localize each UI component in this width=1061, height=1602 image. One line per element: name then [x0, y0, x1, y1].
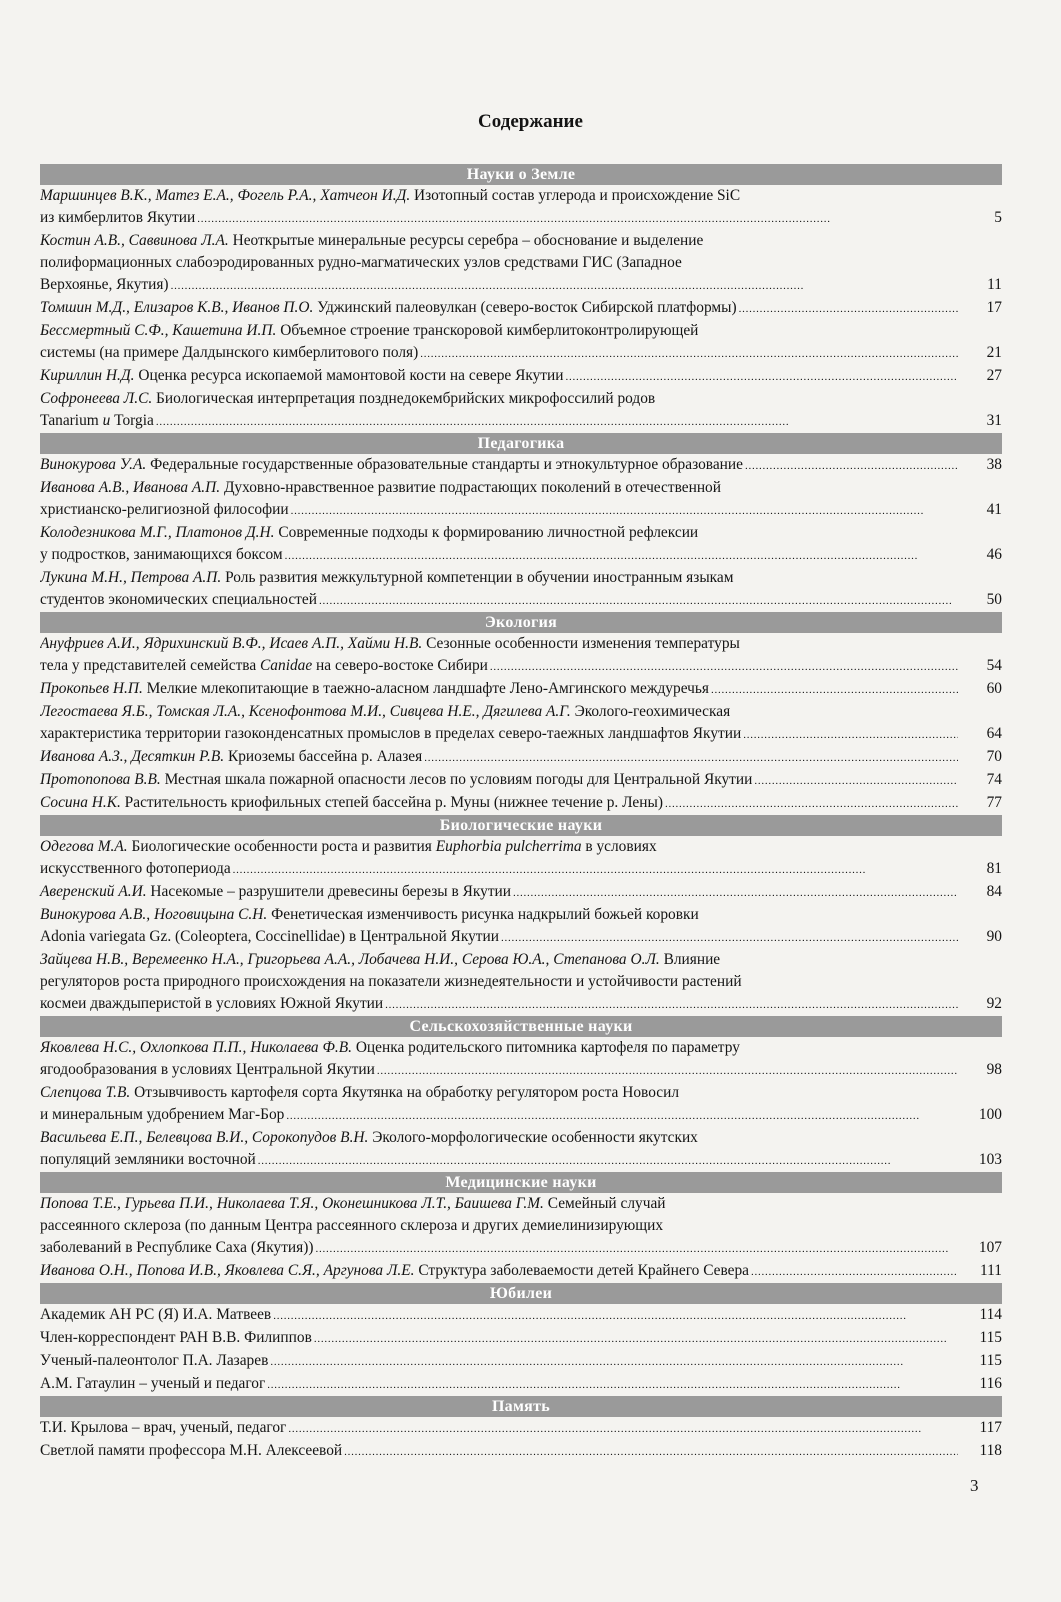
- toc-entry: [40, 522, 1002, 567]
- entry-title-line: Фенетическая изменчивость рисунка надкрылий божьей коровки: [271, 906, 699, 923]
- entry-title-line: Adonia variegata Gz. (Coleoptera, Coccinellidae) в Центральной Якутии: [40, 928, 499, 945]
- entry-title-line: из кимберлитов Якутии: [40, 209, 196, 226]
- toc-entry: [40, 633, 1002, 678]
- entry-authors: Бессмертный С.Ф., Кашетина И.П.: [40, 322, 277, 339]
- toc-entry: [40, 297, 1002, 320]
- toc-entry: [40, 701, 1002, 746]
- dot-leader: [197, 207, 958, 230]
- entry-title-line: регуляторов роста природного происхождения на показатели жизнедеятельности и устойчивости растений: [40, 973, 742, 990]
- dot-leader: [745, 454, 958, 477]
- entry-last-line: [40, 792, 1002, 815]
- dot-leader: [291, 499, 958, 522]
- entry-last-line: [40, 769, 1002, 792]
- entry-title-line: Структура заболеваемости детей Крайнего Севера: [418, 1262, 750, 1279]
- page-title: Содержание: [478, 111, 583, 132]
- dot-leader: [344, 1440, 958, 1463]
- entry-title-line: Растительность криофильных степей бассейна р. Муны (нижнее течение р. Лены): [124, 794, 663, 811]
- entry-last-line: [40, 410, 1002, 433]
- section-heading: Память: [40, 1396, 1002, 1417]
- entry-authors: Иванова О.Н., Попова И.В., Яковлева С.Я., Аргунова Л.Е.: [40, 1262, 415, 1279]
- entry-last-line: [40, 678, 1002, 701]
- entry-line: [40, 230, 1002, 252]
- entry-line: [40, 1082, 1002, 1104]
- entry-line: [40, 1037, 1002, 1059]
- entry-text: [40, 589, 317, 611]
- entry-authors: Томшин М.Д., Елизаров К.В., Иванов П.О.: [40, 299, 314, 316]
- entry-title-line: Т.И. Крылова – врач, ученый, педагог: [40, 1419, 287, 1436]
- entry-page: 77: [986, 794, 1002, 811]
- dot-leader: [743, 723, 958, 746]
- entry-line: [40, 836, 1002, 858]
- entry-authors: Иванова А.З., Десяткин Р.В.: [40, 748, 225, 765]
- dot-leader: [754, 769, 958, 792]
- table-of-contents: [40, 164, 1002, 1463]
- entry-line: [40, 949, 1002, 971]
- entry-page: 100: [978, 1106, 1002, 1123]
- entry-text: [40, 365, 564, 387]
- entry-page: 38: [986, 456, 1002, 473]
- dot-leader: [711, 678, 958, 701]
- entry-last-line: [40, 1350, 1002, 1373]
- entry-title-line: Объемное строение транскоровой кимберлитоконтролирующей: [280, 322, 699, 339]
- entry-page: 117: [979, 1419, 1002, 1436]
- toc-entry: [40, 769, 1002, 792]
- entry-line: [40, 477, 1002, 499]
- entry-last-line: [40, 1104, 1002, 1127]
- entry-authors: Прокопьев Н.П.: [40, 680, 143, 697]
- entry-title-line: христианско-религиозной философии: [40, 501, 289, 518]
- toc-entry: [40, 1082, 1002, 1127]
- entry-authors: Одегова М.А.: [40, 838, 128, 855]
- entry-title-line: Современные подходы к формированию личностной рефлексии: [278, 524, 699, 541]
- entry-title-line: характеристика территории газоконденсатных промыслов в пределах северо-таежных ландшафтов Якутии: [40, 725, 742, 742]
- entry-authors: Маршинцев В.К., Матез Е.А., Фогель Р.А., Хатчеон И.Д.: [40, 187, 411, 204]
- entry-authors: Легостаева Я.Б., Томская Л.А., Ксенофонтова М.И., Сивцева Н.Е., Дягилева А.Г.: [40, 703, 571, 720]
- entry-text: [40, 881, 511, 903]
- entry-last-line: [40, 342, 1002, 365]
- entry-title-line: А.М. Гатаулин – ученый и педагог: [40, 1375, 266, 1392]
- entry-title-line: Отзывчивость картофеля сорта Якутянка на обработку регулятором роста Новосил: [134, 1084, 680, 1101]
- entry-authors: Сосина Н.К.: [40, 794, 121, 811]
- entry-last-line: [40, 499, 1002, 522]
- section-heading: Сельскохозяйственные науки: [40, 1016, 1002, 1037]
- entry-last-line: [40, 1373, 1002, 1396]
- section-heading: Медицинские науки: [40, 1172, 1002, 1193]
- entry-title-line: Светлой памяти профессора М.Н. Алексеевой: [40, 1442, 343, 1459]
- entry-line: [40, 388, 1002, 410]
- entry-text: [40, 274, 169, 296]
- entry-last-line: [40, 1304, 1002, 1327]
- dot-leader: [233, 858, 958, 881]
- entry-page: 115: [979, 1352, 1002, 1369]
- toc-entry: [40, 792, 1002, 815]
- entry-title-line: Местная шкала пожарной опасности лесов по условиям погоды для Центральной Якутии: [164, 771, 753, 788]
- entry-text: [40, 410, 154, 432]
- entry-title-line: ягодообразования в условиях Центральной Якутии: [40, 1061, 375, 1078]
- entry-authors: Иванова А.В., Иванова А.П.: [40, 479, 221, 496]
- entry-page: 103: [978, 1151, 1002, 1168]
- entry-authors: Кириллин Н.Д.: [40, 367, 135, 384]
- entry-last-line: [40, 589, 1002, 612]
- entry-last-line: [40, 723, 1002, 746]
- dot-leader: [314, 1327, 958, 1350]
- entry-line: [40, 701, 1002, 723]
- dot-leader: [319, 589, 958, 612]
- entry-page: 90: [986, 928, 1002, 945]
- entry-authors: Яковлева Н.С., Охлопкова П.П., Николаева Ф.В.: [40, 1039, 352, 1056]
- entry-last-line: [40, 1059, 1002, 1082]
- entry-title-line: искусственного фотопериода: [40, 860, 231, 877]
- title-segment: Биологические особенности роста и развития: [131, 838, 436, 855]
- italic-term: Euphorbia pulcherrima: [435, 838, 582, 855]
- entry-last-line: [40, 1327, 1002, 1350]
- entry-title-line: Оценка родительского питомника картофеля по параметру: [355, 1039, 740, 1056]
- entry-title-line: Мелкие млекопитающие в таежно-аласном ландшафте Лено-Амгинского междуречья: [146, 680, 709, 697]
- entry-authors: Ануфриев А.И., Ядрихинский В.Ф., Исаев А.П., Хайми Н.В.: [40, 635, 423, 652]
- entry-line: [40, 1215, 1002, 1237]
- toc-entry: [40, 388, 1002, 433]
- entry-title-line: Насекомые – разрушители древесины березы в Якутии: [150, 883, 512, 900]
- dot-leader: [385, 993, 958, 1016]
- entry-line: [40, 185, 1002, 207]
- entry-line: [40, 633, 1002, 655]
- page-number: 3: [970, 1476, 979, 1495]
- entry-text: [40, 723, 741, 745]
- toc-entry: [40, 881, 1002, 904]
- entry-page: 115: [979, 1329, 1002, 1346]
- entry-page: 64: [986, 725, 1002, 742]
- italic-term: и: [98, 412, 115, 429]
- entry-line: [40, 252, 1002, 274]
- entry-text: [40, 207, 195, 229]
- italic-term: Canidae: [260, 657, 313, 674]
- title-segment: в условиях: [581, 838, 657, 855]
- entry-authors: Костин А.В., Саввинова Л.А.: [40, 232, 229, 249]
- entry-text: [40, 746, 422, 768]
- entry-title-line: полиформационных слабоэродированных рудно-магматических узлов средствами ГИС (Западное: [40, 254, 682, 271]
- entry-text: [40, 1104, 284, 1126]
- entry-authors: Лукина М.Н., Петрова А.П.: [40, 569, 222, 586]
- section-heading: Науки о Земле: [40, 164, 1002, 185]
- entry-text: [40, 297, 737, 319]
- entry-last-line: [40, 365, 1002, 388]
- entry-last-line: [40, 655, 1002, 678]
- entry-last-line: [40, 1237, 1002, 1260]
- dot-leader: [377, 1059, 958, 1082]
- entry-text: [40, 1350, 268, 1372]
- section-heading: Биологические науки: [40, 815, 1002, 836]
- dot-leader: [751, 1260, 958, 1283]
- entry-last-line: [40, 1149, 1002, 1172]
- dot-leader: [420, 342, 958, 365]
- entry-title-line: Влияние: [663, 951, 721, 968]
- entry-last-line: [40, 926, 1002, 949]
- toc-entry: [40, 1037, 1002, 1082]
- title-segment: на северо-востоке Сибири: [312, 657, 488, 674]
- entry-title-line: Семейный случай: [547, 1195, 666, 1212]
- entry-text: [40, 544, 283, 566]
- entry-page: 74: [986, 771, 1002, 788]
- entry-text: [40, 499, 289, 521]
- toc-entry: [40, 904, 1002, 949]
- entry-text: [40, 1304, 271, 1326]
- entry-page: 98: [986, 1061, 1002, 1078]
- entry-title-part: [40, 657, 488, 674]
- entry-last-line: [40, 544, 1002, 567]
- entry-title-line: Уджинский палеовулкан (северо-восток Сибирской платформы): [317, 299, 737, 316]
- entry-authors: Зайцева Н.В., Веремеенко Н.А., Григорьева А.А., Лобачева Н.И., Серова Ю.А., Степанова О.Л.: [40, 951, 660, 968]
- entry-text: [40, 858, 231, 880]
- dot-leader: [315, 1237, 958, 1260]
- dot-leader: [566, 365, 959, 388]
- entry-text: [40, 454, 743, 476]
- entry-title-line: Член-корреспондент РАН В.В. Филиппов: [40, 1329, 312, 1346]
- entry-page: 21: [986, 344, 1002, 361]
- entry-last-line: [40, 881, 1002, 904]
- entry-page: 27: [986, 367, 1002, 384]
- entry-title-line: популяций земляники восточной: [40, 1151, 256, 1168]
- entry-text: [40, 1417, 286, 1439]
- dot-leader: [171, 274, 958, 297]
- entry-line: [40, 320, 1002, 342]
- entry-title-line: Криоземы бассейна р. Алазея: [227, 748, 423, 765]
- entry-line: [40, 1193, 1002, 1215]
- section-heading: Экология: [40, 612, 1002, 633]
- entry-text: [40, 342, 418, 364]
- entry-text: [40, 655, 488, 677]
- toc-entry: [40, 1373, 1002, 1396]
- entry-text: [40, 1059, 375, 1081]
- entry-line: [40, 904, 1002, 926]
- entry-text: [40, 769, 752, 791]
- toc-entry: [40, 185, 1002, 230]
- entry-authors: Слепцова Т.В.: [40, 1084, 131, 1101]
- entry-text: [40, 1149, 256, 1171]
- dot-leader: [288, 1417, 958, 1440]
- toc-entry: [40, 1327, 1002, 1350]
- title-segment: Torgia: [114, 412, 154, 429]
- title-segment: Tanarium: [40, 412, 99, 429]
- entry-line: [40, 971, 1002, 993]
- dot-leader: [270, 1350, 958, 1373]
- entry-line: [40, 522, 1002, 544]
- entry-last-line: [40, 1417, 1002, 1440]
- entry-title-line: Сезонные особенности изменения температуры: [426, 635, 740, 652]
- entry-line: [40, 567, 1002, 589]
- entry-last-line: [40, 858, 1002, 881]
- entry-page: 111: [980, 1262, 1002, 1279]
- toc-entry: [40, 746, 1002, 769]
- entry-last-line: [40, 207, 1002, 230]
- entry-text: [40, 678, 709, 700]
- toc-entry: [40, 949, 1002, 1016]
- entry-text: [40, 1260, 749, 1282]
- entry-title-line: Роль развития межкультурной компетенции в обучении иностранным языкам: [225, 569, 734, 586]
- entry-page: 41: [986, 501, 1002, 518]
- entry-page: 60: [986, 680, 1002, 697]
- entry-last-line: [40, 274, 1002, 297]
- entry-authors: Протопопова В.В.: [40, 771, 161, 788]
- toc-entry: [40, 567, 1002, 612]
- entry-title-line: Биологическая интерпретация позднедокембрийских микрофоссилий родов: [156, 390, 656, 407]
- entry-text: [40, 1327, 312, 1349]
- entry-last-line: [40, 1260, 1002, 1283]
- entry-title-line: Неоткрытые минеральные ресурсы серебра – обоснование и выделение: [232, 232, 704, 249]
- entry-title-line: Оценка ресурса ископаемой мамонтовой кости на севере Якутии: [138, 367, 564, 384]
- entry-page: 50: [986, 591, 1002, 608]
- entry-line: [40, 1127, 1002, 1149]
- entry-title-line: Верхоянье, Якутия): [40, 276, 169, 293]
- entry-title-line: и минеральным удобрением Маг-Бор: [40, 1106, 285, 1123]
- entry-page: 31: [986, 412, 1002, 429]
- toc-entry: [40, 230, 1002, 297]
- entry-text: [40, 1440, 342, 1462]
- entry-text: [40, 1373, 265, 1395]
- entry-authors: Попова Т.Е., Гурьева П.И., Николаева Т.Я., Оконешникова Л.Т., Баишева Г.М.: [40, 1195, 544, 1212]
- dot-leader: [156, 410, 958, 433]
- toc-entry: [40, 1417, 1002, 1440]
- dot-leader: [267, 1373, 958, 1396]
- entry-last-line: [40, 993, 1002, 1016]
- entry-title-line: Ученый-палеонтолог П.А. Лазарев: [40, 1352, 269, 1369]
- entry-page: 46: [986, 546, 1002, 563]
- entry-title-line: студентов экономических специальностей: [40, 591, 317, 608]
- entry-title-line: заболеваний в Республике Саха (Якутия)): [40, 1239, 314, 1256]
- entry-page: 107: [978, 1239, 1002, 1256]
- entry-page: 5: [994, 209, 1002, 226]
- dot-leader: [513, 881, 958, 904]
- dot-leader: [273, 1304, 958, 1327]
- toc-entry: [40, 454, 1002, 477]
- entry-page: 70: [986, 748, 1002, 765]
- entry-page: 116: [979, 1375, 1002, 1392]
- entry-text: [40, 792, 663, 814]
- dot-leader: [258, 1149, 958, 1172]
- dot-leader: [501, 926, 958, 949]
- entry-page: 11: [987, 276, 1002, 293]
- entry-page: 92: [986, 995, 1002, 1012]
- toc-entry: [40, 477, 1002, 522]
- entry-title-line: Академик АН РС (Я) И.А. Матвеев: [40, 1306, 272, 1323]
- entry-authors: Аверенский А.И.: [40, 883, 147, 900]
- entry-last-line: [40, 454, 1002, 477]
- toc-entry: [40, 1193, 1002, 1260]
- entry-text: [40, 993, 383, 1015]
- entry-authors: Винокурова У.А.: [40, 456, 147, 473]
- dot-leader: [286, 1104, 958, 1127]
- entry-title-line: системы (на примере Далдынского кимберлитового поля): [40, 344, 419, 361]
- toc-entry: [40, 836, 1002, 881]
- entry-title-line: космеи дваждыперистой в условиях Южной Якутии: [40, 995, 384, 1012]
- toc-entry: [40, 320, 1002, 365]
- entry-authors: Колодезникова М.Г., Платонов Д.Н.: [40, 524, 275, 541]
- entry-page: 118: [979, 1442, 1002, 1459]
- entry-text: [40, 926, 499, 948]
- toc-entry: [40, 1127, 1002, 1172]
- section-heading: Педагогика: [40, 433, 1002, 454]
- entry-title-line: Эколого-геохимическая: [574, 703, 731, 720]
- entry-authors: Васильева Е.П., Белевцова В.И., Сорокопудов В.Н.: [40, 1129, 369, 1146]
- toc-entry: [40, 365, 1002, 388]
- entry-title-part: [132, 838, 657, 855]
- entry-title-line: Эколого-морфологические особенности якутских: [372, 1129, 698, 1146]
- dot-leader: [665, 792, 958, 815]
- entry-authors: Софронеева Л.С.: [40, 390, 153, 407]
- dot-leader: [424, 746, 958, 769]
- entry-page: 84: [986, 883, 1002, 900]
- entry-last-line: [40, 297, 1002, 320]
- entry-page: 54: [986, 657, 1002, 674]
- entry-title-line: Федеральные государственные образовательные стандарты и этнокультурное образование: [150, 456, 743, 473]
- entry-last-line: [40, 746, 1002, 769]
- toc-entry: [40, 1350, 1002, 1373]
- dot-leader: [490, 655, 958, 678]
- entry-page: 114: [979, 1306, 1002, 1323]
- entry-page: 17: [986, 299, 1002, 316]
- toc-entry: [40, 1440, 1002, 1463]
- dot-leader: [285, 544, 958, 567]
- toc-entry: [40, 1260, 1002, 1283]
- entry-title-line: у подростков, занимающихся боксом: [40, 546, 283, 563]
- dot-leader: [739, 297, 958, 320]
- entry-last-line: [40, 1440, 1002, 1463]
- section-heading: Юбилеи: [40, 1283, 1002, 1304]
- toc-entry: [40, 1304, 1002, 1327]
- entry-title-part: [40, 412, 154, 429]
- entry-authors: Винокурова А.В., Ноговицына С.Н.: [40, 906, 268, 923]
- entry-title-line: Духовно-нравственное развитие подрастающих поколений в отечественной: [223, 479, 721, 496]
- entry-page: 81: [986, 860, 1002, 877]
- title-segment: тела у представителей семейства: [40, 657, 261, 674]
- entry-title-line: рассеянного склероза (по данным Центра рассеянного склероза и других демиелинизирующих: [40, 1217, 664, 1234]
- entry-text: [40, 1237, 313, 1259]
- entry-title-line: Изотопный состав углерода и происхождение SiC: [414, 187, 741, 204]
- toc-entry: [40, 678, 1002, 701]
